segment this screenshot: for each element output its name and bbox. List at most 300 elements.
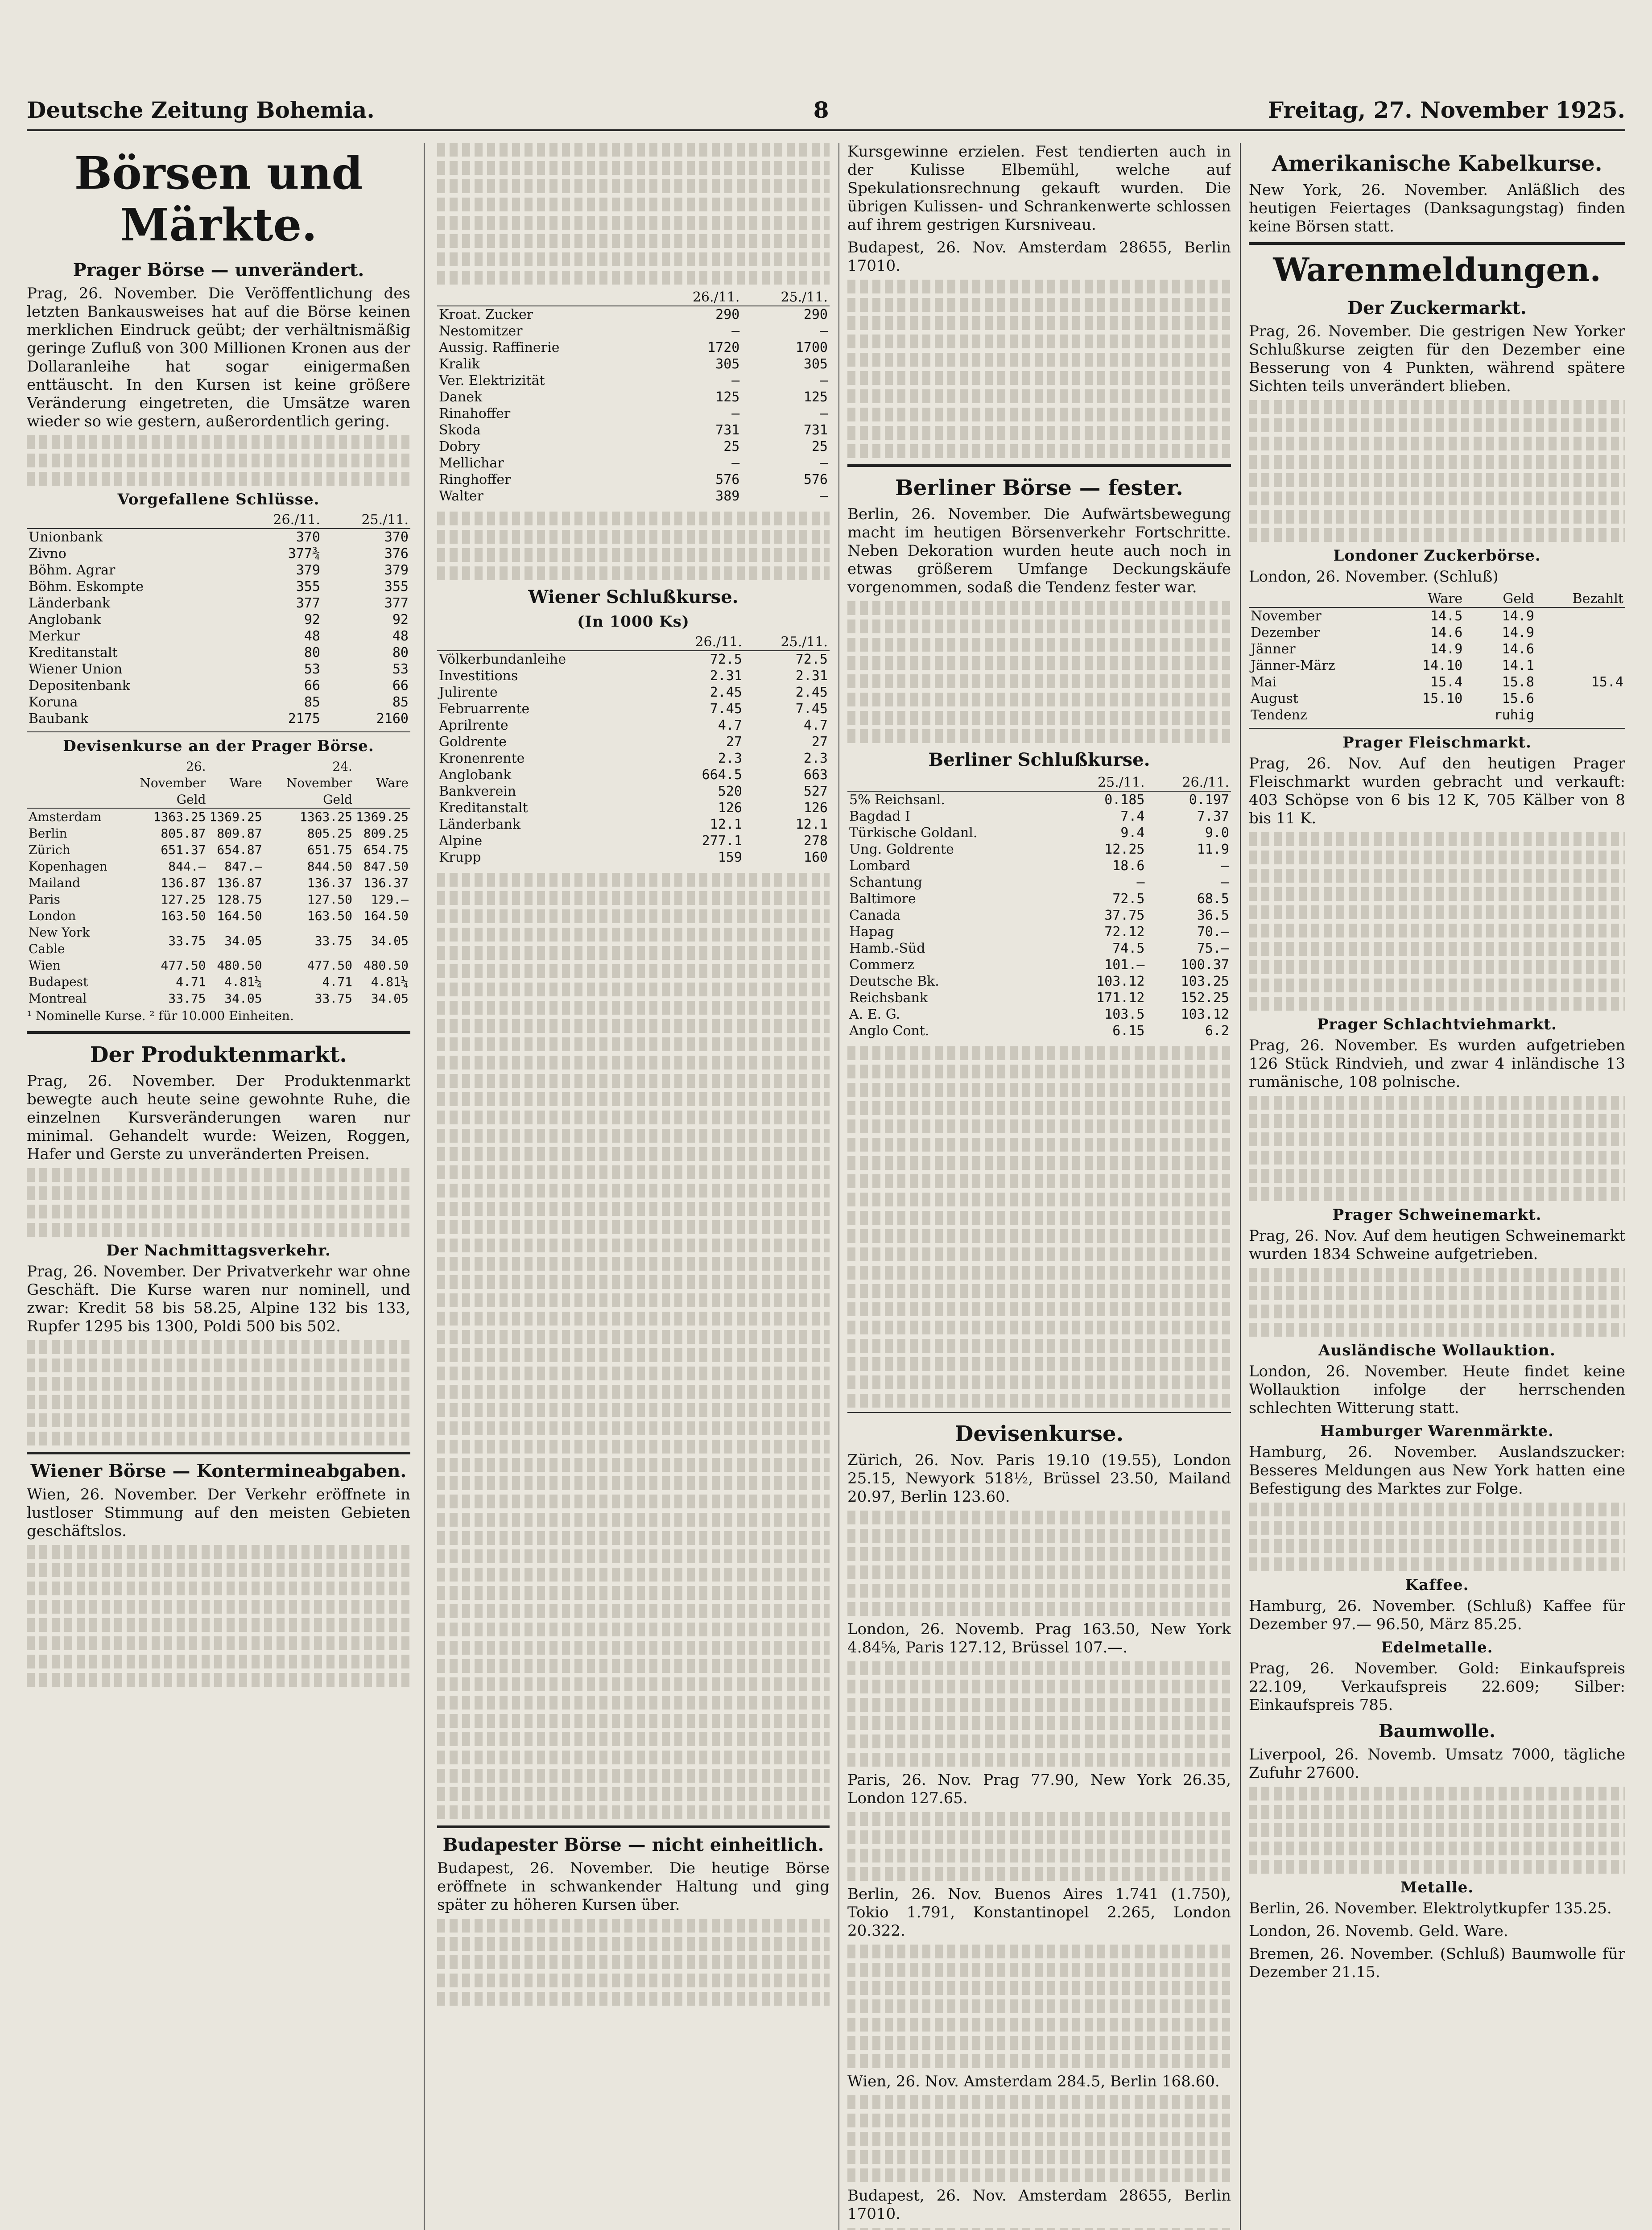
col-head: 25./11.: [741, 289, 830, 306]
row-value: 136.37: [307, 875, 352, 890]
table-row: [437, 471, 830, 488]
table-row: [27, 611, 410, 628]
row-label: Nestomitzer: [439, 323, 523, 339]
column-rule: [424, 143, 425, 2230]
row-label: Hapag: [849, 924, 894, 940]
row-value: [1536, 607, 1625, 624]
closings-table: [27, 512, 410, 727]
row-value: 14.10: [1422, 658, 1463, 673]
table-row: [27, 677, 410, 694]
row-value: 305: [803, 356, 828, 372]
col-head: [437, 634, 658, 651]
col-head: 25./11.: [1062, 774, 1146, 791]
column-3: [847, 143, 1231, 2230]
newspaper-page: [27, 27, 1625, 2230]
column-1: [27, 143, 410, 2230]
budapest-heading: Budapester Börse — nicht einheitlich.: [442, 1834, 824, 1855]
row-value: 2.45: [710, 685, 742, 700]
row-label: Türkische Goldanl.: [849, 825, 978, 841]
row-value: 4.81¼: [371, 975, 409, 989]
table-row: [27, 990, 410, 1007]
row-value: 33.75: [314, 991, 352, 1006]
row-value: 847.—: [224, 859, 262, 874]
berlin-close-heading: Berliner Schlußkurse.: [928, 749, 1150, 770]
row-label: Baltimore: [849, 891, 916, 907]
row-value: 125: [803, 389, 828, 405]
table-row: [437, 372, 830, 389]
row-label: August: [1251, 691, 1298, 706]
row-value: 33.75: [314, 933, 352, 948]
row-value: 103.25: [1181, 974, 1229, 989]
row-label: A. E. G.: [849, 1007, 900, 1022]
vienna-text: Wien, 26. November. Der Verkehr eröffnete in lustloser Stimmung auf den meisten Gebieten geschäftslos.: [27, 1486, 410, 1540]
table-row: [27, 562, 410, 578]
row-value: 27: [726, 734, 742, 750]
row-label: Walter: [439, 488, 483, 504]
row-value: [1536, 707, 1625, 723]
row-value: 731: [803, 422, 828, 438]
row-value: 1720: [707, 340, 740, 355]
row-value: —: [1221, 875, 1229, 890]
row-value: 1369.25: [355, 809, 409, 824]
masthead: [27, 76, 1625, 131]
row-label: Unionbank: [29, 529, 103, 545]
row-value: 14.9: [1502, 608, 1534, 624]
bremen-text: Bremen, 26. November. (Schluß) Baumwolle für Dezember 21.15.: [1249, 1945, 1625, 1981]
table-row: [27, 858, 410, 875]
row-value: 66: [304, 678, 320, 694]
table-row: [847, 957, 1231, 973]
row-label: Tendenz: [1251, 707, 1307, 723]
sugar-text: Prag, 26. November. Die gestrigen New Yorker Schlußkurse zeigten für den Dezember eine Besserung von 4 Punkten, während spätere Sichten teils unverändert blieben.: [1249, 322, 1625, 395]
cattle-heading: Prager Schlachtviehmarkt.: [1317, 1016, 1557, 1033]
row-label: Kralik: [439, 356, 480, 372]
row-value: 75.—: [1197, 941, 1229, 956]
row-value: —: [731, 455, 740, 471]
row-value: 576: [715, 472, 740, 487]
afternoon-heading: Der Nachmittagsverkehr.: [106, 1242, 331, 1260]
table-row: [847, 990, 1231, 1006]
row-value: 6.15: [1112, 1023, 1145, 1039]
row-value: 126: [803, 800, 828, 816]
row-value: 1700: [795, 340, 828, 355]
row-value: 66: [392, 678, 409, 694]
row-value: ruhig: [1494, 707, 1534, 723]
row-value: 651.75: [307, 842, 352, 857]
body-text-filler: [847, 2095, 1231, 2182]
row-value: 14.9: [1502, 625, 1534, 640]
berlin-devisen-text: Berlin, 26. Nov. Buenos Aires 1.741 (1.750), Tokio 1.791, Konstantinopel 2.265, London 20.322.: [847, 1885, 1231, 1940]
devisen-heading: Devisenkurse an der Prager Börse.: [63, 737, 374, 755]
row-value: 34.05: [224, 991, 262, 1006]
row-value: 664.5: [702, 767, 742, 783]
hamburg-text: Hamburg, 26. November. Auslandszucker: Besseres Meldungen aus New York hatten eine Befestigung des Marktes zur Folge.: [1249, 1443, 1625, 1498]
row-value: 376: [384, 546, 409, 562]
row-value: 129.—: [371, 892, 409, 907]
row-value: 305: [715, 356, 740, 372]
wares-heading: Warenmeldungen.: [1273, 251, 1601, 289]
row-label: Paris: [29, 892, 60, 907]
row-value: 34.05: [371, 933, 409, 948]
row-value: 127.25: [161, 892, 206, 907]
row-value: 18.6: [1112, 858, 1145, 874]
row-value: 7.45: [795, 701, 828, 717]
table-row: [437, 783, 830, 800]
table-row: [847, 874, 1231, 891]
col-head: [27, 758, 117, 808]
table-row: [27, 595, 410, 611]
afternoon-text: Prag, 26. November. Der Privatverkehr war ohne Geschäft. Die Kurse waren nur nominell, und zwar: Kredit 58 bis 58.25, Alpine 132 bis 133, Rupfer 1295 bis 1300, Poldi 500 bis 502.: [27, 1263, 410, 1335]
row-value: —: [1136, 875, 1145, 890]
row-value: 277.1: [702, 833, 742, 849]
table-row: [437, 833, 830, 849]
table-row: [1249, 607, 1625, 624]
row-value: 7.45: [710, 701, 742, 717]
row-value: 80: [392, 645, 409, 661]
produce-heading: Der Produktenmarkt.: [90, 1042, 347, 1067]
pigs-text: Prag, 26. Nov. Auf dem heutigen Schweinemarkt wurden 1834 Schweine aufgetrieben.: [1249, 1227, 1625, 1263]
table-row: [437, 684, 830, 701]
row-value: 72.12: [1104, 924, 1145, 940]
london-sugar-sub: London, 26. November. (Schluß): [1249, 568, 1499, 586]
row-value: 72.5: [795, 652, 828, 667]
row-value: 809.87: [217, 826, 262, 841]
row-label: Deutsche Bk.: [849, 974, 939, 989]
table-row: [437, 816, 830, 833]
coffee-text: Hamburg, 26. November. (Schluß) Kaffee für Dezember 97.— 96.50, März 85.25.: [1249, 1597, 1625, 1633]
body-text-filler: [437, 143, 830, 285]
row-value: 2.3: [803, 751, 828, 766]
row-value: 12.25: [1104, 842, 1145, 857]
row-label: Böhm. Eskompte: [29, 579, 144, 595]
row-value: 14.9: [1430, 641, 1463, 657]
row-value: [1536, 624, 1625, 641]
row-value: 136.87: [161, 875, 206, 890]
table-row: [437, 323, 830, 339]
wien-table: [437, 634, 830, 866]
row-value: 2175: [288, 711, 320, 727]
row-value: 100.37: [1181, 957, 1229, 973]
table-row: [437, 800, 830, 816]
table-row: [1249, 674, 1625, 690]
devisen-note: ¹ Nominelle Kurse. ² für 10.000 Einheiten.: [27, 1008, 294, 1023]
row-label: Bankverein: [439, 784, 516, 799]
body-text-filler: [27, 1340, 410, 1445]
row-value: 2.31: [795, 668, 828, 684]
row-value: 7.4: [1120, 809, 1145, 824]
cable-heading: Amerikanische Kabelkurse.: [1272, 151, 1602, 176]
row-value: 27: [811, 734, 828, 750]
row-value: 480.50: [217, 958, 262, 973]
table-row: [437, 767, 830, 783]
row-value: 527: [803, 784, 828, 799]
table-row: [27, 808, 410, 825]
row-value: 847.50: [363, 859, 409, 874]
row-value: —: [731, 406, 740, 421]
wien-devisen-text: Wien, 26. Nov. Amsterdam 284.5, Berlin 168.60.: [847, 2073, 1220, 2090]
row-value: 805.87: [161, 826, 206, 841]
row-value: 74.5: [1112, 941, 1145, 956]
row-label: Dezember: [1251, 625, 1320, 640]
col-head: Ware: [354, 758, 410, 808]
row-value: 654.75: [363, 842, 409, 857]
row-label: Montreal: [29, 991, 87, 1006]
col-head: Bezahlt: [1536, 591, 1625, 607]
row-value: [1536, 657, 1625, 674]
row-value: 4.7: [803, 718, 828, 733]
row-value: 171.12: [1096, 990, 1145, 1006]
table-row: [437, 717, 830, 734]
row-label: Merkur: [29, 628, 80, 644]
body-text-filler: [847, 601, 1231, 743]
row-value: 103.5: [1104, 1007, 1145, 1022]
table-row: [847, 973, 1231, 990]
body-text-filler: [27, 1545, 410, 1687]
table-row: [437, 488, 830, 504]
table-row: [27, 545, 410, 562]
row-value: 92: [392, 612, 409, 628]
body-text-filler: [1249, 1268, 1625, 1337]
row-value: 477.50: [161, 958, 206, 973]
row-value: 33.75: [168, 933, 206, 948]
row-value: 15.4: [1430, 674, 1463, 690]
row-label: Jänner-März: [1251, 658, 1335, 673]
row-value: [1536, 690, 1625, 707]
row-value: —: [819, 488, 828, 504]
meat-heading: Prager Fleischmarkt.: [1342, 734, 1532, 752]
row-label: Anglobank: [29, 612, 101, 628]
row-label: London: [29, 909, 76, 923]
table-filler: [847, 1046, 1231, 1408]
table-row: [27, 924, 410, 957]
row-value: 152.25: [1181, 990, 1229, 1006]
row-value: 14.6: [1502, 641, 1534, 657]
row-label: New York Cable: [29, 925, 90, 956]
table-row: [27, 578, 410, 595]
row-label: Zürich: [29, 842, 70, 857]
row-label: Anglobank: [439, 767, 512, 783]
row-label: Aussig. Raffinerie: [439, 340, 560, 355]
row-label: November: [1251, 608, 1322, 624]
cattle-text: Prag, 26. November. Es wurden aufgetrieben 126 Stück Rindvieh, und zwar 4 inländische 13 rumänische, 108 polnische.: [1249, 1037, 1625, 1091]
col-head: Ware: [1393, 591, 1465, 607]
table-row: [437, 701, 830, 717]
column-rule: [838, 143, 839, 2230]
budapest-devisen-text: Budapest, 26. Nov. Amsterdam 28655, Berlin 17010.: [847, 2187, 1231, 2223]
table-row: [27, 957, 410, 974]
col-head: [847, 774, 1062, 791]
row-value: 278: [803, 833, 828, 849]
row-value: 103.12: [1181, 1007, 1229, 1022]
col-head: 25./11.: [744, 634, 830, 651]
row-value: 163.50: [161, 909, 206, 923]
budapest-quotes: Budapest, 26. Nov. Amsterdam 28655, Berlin 17010.: [847, 239, 1231, 275]
table-row: [437, 455, 830, 471]
row-value: 101.—: [1104, 957, 1145, 973]
table-row: [27, 908, 410, 924]
body-text-filler: [847, 1661, 1231, 1767]
row-value: —: [819, 323, 828, 339]
row-value: 126: [718, 800, 742, 816]
prague-heading: Prager Börse — unverändert.: [73, 260, 364, 281]
body-text-filler: [27, 1168, 410, 1237]
table-row: [1249, 641, 1625, 657]
row-label: Ver. Elektrizität: [439, 373, 545, 388]
row-value: 9.4: [1120, 825, 1145, 841]
table-row: [27, 974, 410, 990]
page-number: 8: [813, 97, 829, 123]
zurich-text: Zürich, 26. Nov. Paris 19.10 (19.55), London 25.15, Newyork 518½, Brüssel 23.50, Mailand 20.97, Berlin 123.60.: [847, 1451, 1231, 1506]
produce-text: Prag, 26. November. Der Produktenmarkt bewegte auch heute seine gewohnte Ruhe, die einzelnen Kursveränderungen waren nur minimal. Gehandelt wurde: Weizen, Roggen, Hafer und Gerste zu unveränderten Preisen.: [27, 1072, 410, 1163]
row-value: 290: [803, 307, 828, 322]
col-head: [1249, 591, 1393, 607]
table-row: [437, 306, 830, 323]
table-row: [847, 1006, 1231, 1023]
row-label: Mailand: [29, 875, 80, 890]
table-row: [27, 644, 410, 661]
body-text-filler: [847, 1945, 1231, 2068]
row-value: 520: [718, 784, 742, 799]
coffee-heading: Kaffee.: [1405, 1576, 1469, 1594]
row-value: 53: [392, 661, 409, 677]
body-text-filler: [437, 1919, 830, 2006]
row-value: 14.5: [1430, 608, 1463, 624]
row-value: 85: [304, 694, 320, 710]
row-value: 379: [384, 562, 409, 578]
row-label: Danek: [439, 389, 483, 405]
row-value: 4.7: [718, 718, 742, 733]
col-head: 24. November Geld: [264, 758, 354, 808]
row-label: Baubank: [29, 711, 88, 727]
berlin-heading: Berliner Börse — fester.: [895, 475, 1183, 500]
table-row: [1249, 657, 1625, 674]
table-row: [437, 405, 830, 422]
row-value: 2.45: [795, 685, 828, 700]
hamburg-heading: Hamburger Warenmärkte.: [1320, 1422, 1554, 1440]
row-value: 379: [296, 562, 320, 578]
table-row: [27, 661, 410, 677]
row-value: 25: [811, 439, 828, 454]
row-label: Wiener Union: [29, 661, 123, 677]
row-label: Jänner: [1251, 641, 1296, 657]
row-value: 103.12: [1096, 974, 1145, 989]
body-text-filler: [1249, 400, 1625, 542]
row-value: 844.—: [168, 859, 206, 874]
table-row: [27, 875, 410, 891]
row-value: 651.37: [161, 842, 206, 857]
prague-text: Prag, 26. November. Die Veröffentlichung des letzten Bankausweises hat auf die Börse keinen merklichen Eindruck geübt; der verhältnismäßig geringe Zufluß von 300 Millionen Kronen aus der Dollaranleihe hat sogar einigermaßen enttäuscht. In den Kursen ist keine größere Veränderung eingetreten, die Umsätze waren wieder so wie gestern, außerordentlich gering.: [27, 285, 410, 430]
row-value: 1363.25: [153, 809, 206, 824]
cotton-text: Liverpool, 26. Novemb. Umsatz 7000, tägliche Zufuhr 27600.: [1249, 1746, 1625, 1782]
row-value: 68.5: [1197, 891, 1229, 907]
row-label: Februarrente: [439, 701, 530, 717]
cotton-heading: Baumwolle.: [1378, 1721, 1495, 1742]
body-text-filler: [847, 2228, 1231, 2230]
col-head: 26./11.: [1147, 774, 1231, 791]
meat-text: Prag, 26. Nov. Auf den heutigen Prager Fleischmarkt wurden gebracht und verkauft: 403 Schöpse von 6 bis 12 K, 705 Kälber von 8 bis 11 K.: [1249, 755, 1625, 827]
row-label: Länderbank: [29, 595, 111, 611]
table-row: [1249, 690, 1625, 707]
table-row: [847, 940, 1231, 957]
col-head: [27, 512, 234, 529]
table-row: [27, 842, 410, 858]
wool-text: London, 26. November. Heute findet keine Wollauktion infolge der herrschenden schlechten Witterung statt.: [1249, 1363, 1625, 1417]
row-value: 809.25: [363, 826, 409, 841]
col-head: 26. November Geld: [117, 758, 207, 808]
table-row: [437, 651, 830, 668]
row-value: 4.81¼: [224, 975, 262, 989]
row-label: Hamb.-Süd: [849, 941, 925, 956]
col-head: 25./11.: [322, 512, 410, 529]
row-value: 127.50: [307, 892, 352, 907]
row-value: 36.5: [1197, 908, 1229, 923]
row-value: 14.1: [1502, 658, 1534, 673]
row-label: Bagdad I: [849, 809, 910, 824]
row-value: 731: [715, 422, 740, 438]
row-value: —: [1221, 858, 1229, 874]
table-row: [27, 529, 410, 545]
metal-heading: Metalle.: [1400, 1879, 1474, 1896]
table-row: [437, 750, 830, 767]
row-value: 7.37: [1197, 809, 1229, 824]
row-value: 48: [392, 628, 409, 644]
row-label: Rinahoffer: [439, 406, 511, 421]
paris-text: Paris, 26. Nov. Prag 77.90, New York 26.35, London 127.65.: [847, 1771, 1231, 1807]
row-value: 164.50: [217, 909, 262, 923]
row-label: Kopenhagen: [29, 859, 107, 874]
berlin-table: [847, 774, 1231, 1039]
row-value: 377¾: [288, 546, 320, 562]
table-row: [847, 1023, 1231, 1039]
table-row: [27, 628, 410, 644]
devisen-table: [27, 758, 410, 1007]
row-value: 0.197: [1189, 792, 1229, 808]
row-value: 136.37: [363, 875, 409, 890]
table-row: [847, 924, 1231, 940]
row-value: 4.71: [176, 975, 206, 989]
row-value: 48: [304, 628, 320, 644]
col-head: Geld: [1464, 591, 1536, 607]
row-value: 125: [715, 389, 740, 405]
row-value: 12.1: [795, 817, 828, 832]
table-row: [27, 694, 410, 710]
row-label: Kreditanstalt: [29, 645, 118, 661]
row-label: Ung. Goldrente: [849, 842, 954, 857]
row-label: Amsterdam: [29, 809, 102, 824]
col-head: 26./11.: [234, 512, 322, 529]
row-value: 805.25: [307, 826, 352, 841]
row-value: 480.50: [363, 958, 409, 973]
column-4: [1249, 143, 1625, 2230]
body-text-filler: [1249, 832, 1625, 1011]
row-label: Berlin: [29, 826, 67, 841]
masthead-left: Deutsche Zeitung Bohemia.: [27, 97, 375, 123]
row-label: Koruna: [29, 694, 78, 710]
table-row: [437, 438, 830, 455]
wool-heading: Ausländische Wollauktion.: [1318, 1342, 1556, 1359]
body-text-filler: [847, 280, 1231, 458]
row-label: Böhm. Agrar: [29, 562, 116, 578]
row-value: 370: [296, 529, 320, 545]
row-value: 163.50: [307, 909, 352, 923]
row-value: 477.50: [307, 958, 352, 973]
row-value: 377: [384, 595, 409, 611]
row-value: 33.75: [168, 991, 206, 1006]
column-2: [437, 143, 830, 2230]
section-title: Börsen und Märkte.: [74, 147, 363, 251]
col-head: 26./11.: [653, 289, 742, 306]
table-row: [437, 668, 830, 684]
